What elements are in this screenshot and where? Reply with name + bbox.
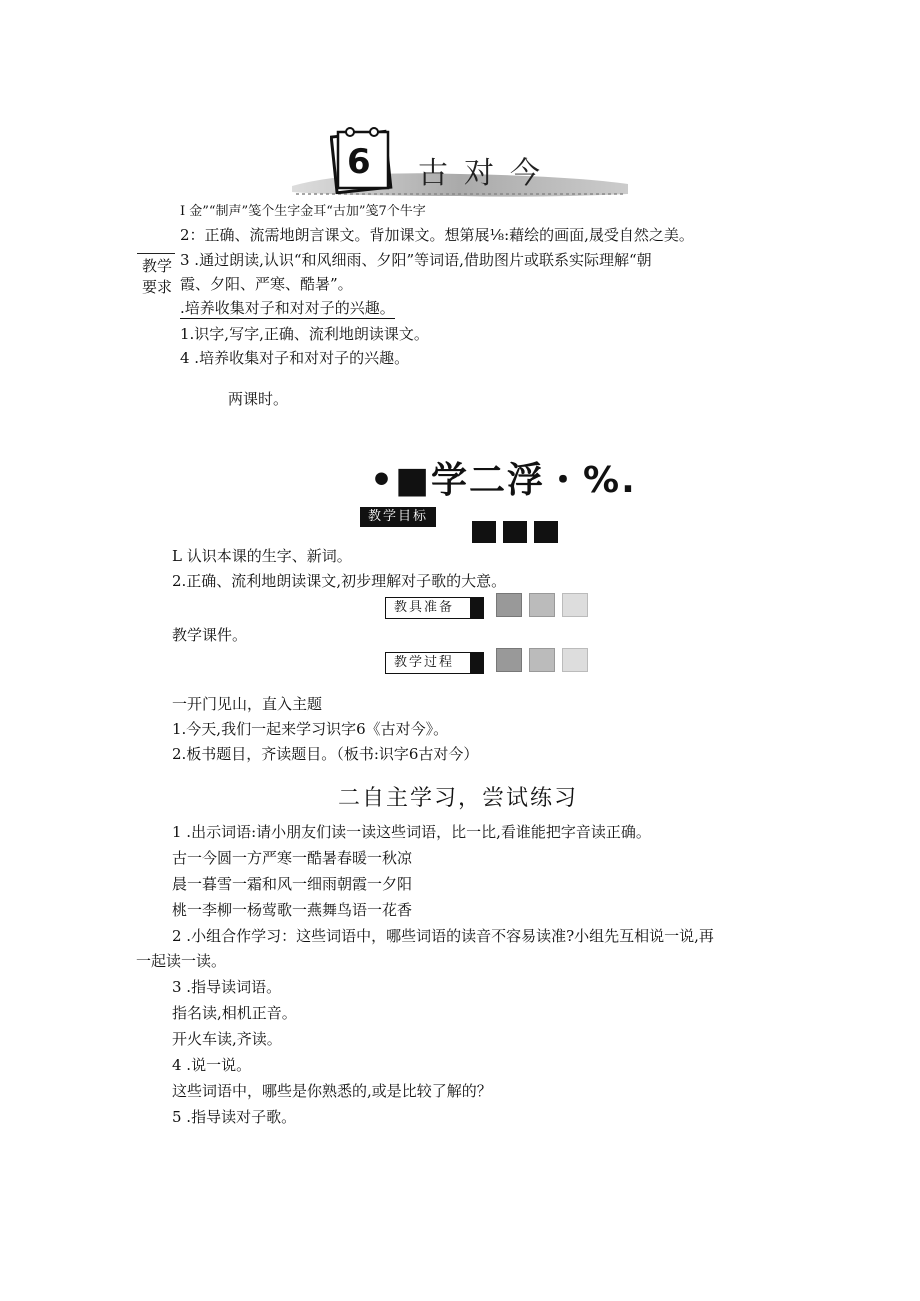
section2-item-3b: 开火车读,齐读。 bbox=[172, 1030, 282, 1048]
side-label: 教学 要求 bbox=[141, 257, 172, 296]
goal-2: 2.正确、流利地朗读课文,初步理解对子歌的大意。 bbox=[172, 572, 507, 590]
prep-label: 教具准备 bbox=[385, 597, 484, 619]
lesson1-heading: •■学二浮・%. bbox=[370, 460, 637, 501]
objective-line-4: 1.识字,写字,正确、流利地朗读课文。 bbox=[180, 325, 429, 343]
objective-line-1: 2：正确、流需地朗言课文。背加课文。想第展⅛:藉绘的画面,晟受自然之美。 bbox=[180, 226, 694, 244]
section2-item-2b: 一起读一读。 bbox=[136, 952, 227, 970]
word-row-1: 古一今圆一方严寒一酷暑春暖一秋凉 bbox=[172, 849, 413, 867]
prep-square bbox=[529, 593, 555, 617]
word-row-2: 晨一暮雪一霜和风一细雨朝霞一夕阳 bbox=[172, 875, 413, 893]
process-label: 教学过程 bbox=[385, 652, 484, 674]
process-square bbox=[562, 648, 588, 672]
goal-label: 教学目标 bbox=[360, 507, 436, 527]
objective-line-0: I 金”“制声”笺个生字金耳“古加”笺7个牛字 bbox=[180, 204, 426, 219]
goal-square bbox=[472, 521, 496, 543]
section1-item-2: 2.板书题目，齐读题目。（板书:识字6古对今） bbox=[172, 745, 479, 763]
prep-square bbox=[562, 593, 588, 617]
process-square bbox=[529, 648, 555, 672]
section2-title: 二自主学习，尝试练习 bbox=[338, 786, 579, 811]
prep-text: 教学课件。 bbox=[172, 626, 248, 644]
goal-square bbox=[534, 521, 558, 543]
objective-line-2a: 3 .通过朗读,认识“和风细雨、夕阳”等词语,借助图片或联系实际理解“朝 bbox=[180, 251, 652, 269]
section1-item-1: 1.今天,我们一起来学习识字6《古对今》。 bbox=[172, 720, 449, 738]
section2-item-3a: 指名读,相机正音。 bbox=[172, 1004, 297, 1022]
section2-item-4a: 这些词语中，哪些是你熟悉的,或是比较了解的？ bbox=[172, 1082, 492, 1100]
lesson-number: 6 bbox=[347, 142, 371, 182]
section2-item-5: 5 .指导读对子歌。 bbox=[172, 1108, 297, 1126]
lesson-header bbox=[290, 120, 630, 200]
lesson-title: 古对今 bbox=[418, 156, 556, 191]
section1-title: 一开门见山，直入主题 bbox=[172, 695, 323, 713]
objective-line-3: .培养收集对子和对对子的兴趣。 bbox=[180, 299, 395, 317]
section2-item-4: 4 .说一说。 bbox=[172, 1056, 252, 1074]
prep-square bbox=[496, 593, 522, 617]
objective-line-5: 4 .培养收集对子和对对子的兴趣。 bbox=[180, 349, 410, 367]
goal-square bbox=[503, 521, 527, 543]
objective-line-2b: 霞、夕阳、严寒、酷暑”。 bbox=[180, 275, 353, 293]
side-label-rule bbox=[137, 253, 175, 254]
process-square bbox=[496, 648, 522, 672]
lesson-duration: 两课时。 bbox=[228, 390, 289, 408]
section2-item-1: 1 .出示词语:请小朋友们读一读这些词语，比一比,看谁能把字音读正确。 bbox=[172, 823, 651, 841]
section2-item-2a: 2 .小组合作学习：这些词语中，哪些词语的读音不容易读准?小组先互相说一说,再 bbox=[172, 927, 714, 945]
goal-1: L 认识本课的生字、新词。 bbox=[172, 547, 352, 565]
word-row-3: 桃一李柳一杨莺歌一燕舞鸟语一花香 bbox=[172, 901, 413, 919]
section2-item-3: 3 .指导读词语。 bbox=[172, 978, 282, 996]
